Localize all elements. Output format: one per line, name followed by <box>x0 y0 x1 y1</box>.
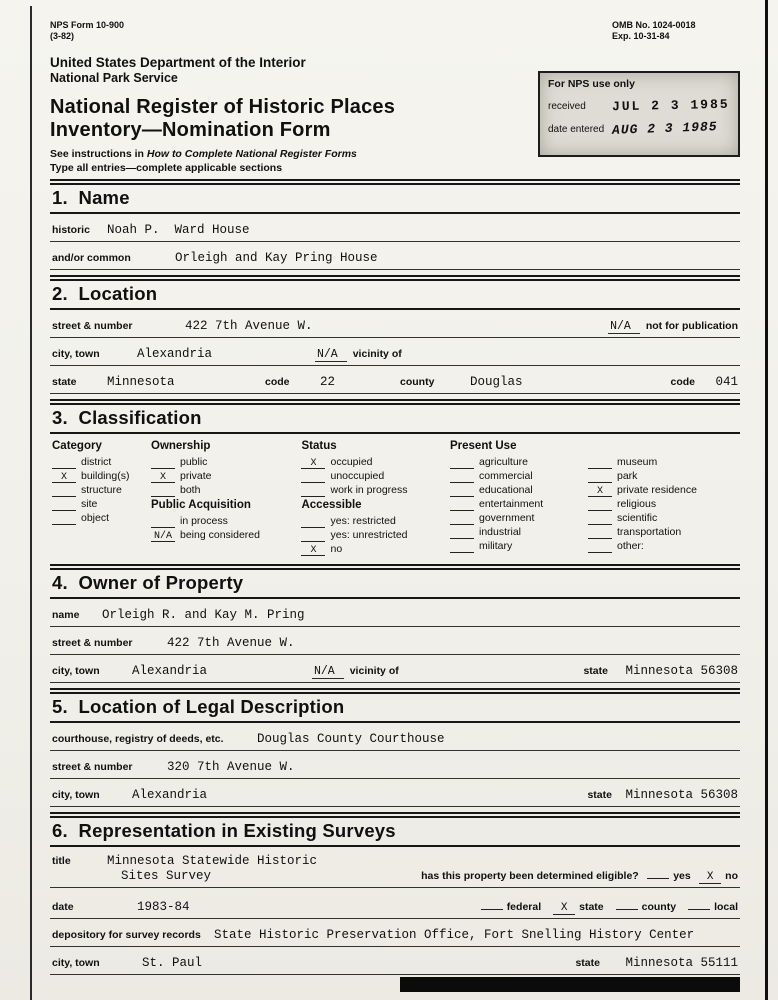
checkbox-blank: X <box>588 485 612 497</box>
checkbox-blank <box>450 513 474 525</box>
state-label: state <box>587 789 612 801</box>
field-value: Alexandria <box>132 788 208 802</box>
field-label: title <box>52 855 71 867</box>
checkbox-item <box>588 512 738 525</box>
checkbox-label: federal <box>506 901 542 913</box>
field-historic-name <box>50 214 740 242</box>
level-option <box>684 897 738 915</box>
present-use-header: Present Use <box>449 440 517 452</box>
field-depository <box>50 919 740 947</box>
field-value: 320 7th Avenue W. <box>167 760 295 774</box>
checkbox-label: entertainment <box>478 498 544 510</box>
checkbox-blank <box>301 530 325 542</box>
field-courthouse <box>50 723 740 751</box>
county-code-value: 041 <box>715 375 738 389</box>
form-title-line2: Inventory—Nomination Form <box>50 119 331 141</box>
field-state-county <box>50 366 740 394</box>
form-content <box>50 20 740 975</box>
field-value: Noah P. Ward House <box>107 223 250 237</box>
checkbox-blank <box>301 516 325 528</box>
category-header: Category <box>52 440 102 452</box>
field-label: date <box>52 901 74 913</box>
state-value: Minnesota 56308 <box>625 664 738 678</box>
field-survey-title <box>50 847 740 888</box>
code-label: code <box>670 376 695 388</box>
field-label: city, town <box>52 665 100 677</box>
vicinity-label: vicinity of <box>349 665 399 677</box>
checkbox-label: other: <box>616 540 644 552</box>
field-owner-street <box>50 627 740 655</box>
instructions-booklet-title: How to Complete National Register Forms <box>146 148 357 160</box>
eligible-question: has this property been determined eligible? <box>421 870 639 882</box>
checkbox-blank <box>301 485 325 497</box>
form-header <box>50 55 740 174</box>
checkbox-blank: X <box>52 471 76 483</box>
na-mark: N/A <box>608 320 640 334</box>
checkbox-label: yes <box>673 870 691 882</box>
checkbox-item <box>588 526 738 539</box>
accessible-header: Accessible <box>301 499 362 511</box>
omb-number: OMB No. 1024-0018 <box>612 20 696 30</box>
section-2-title: 2. Location <box>52 283 158 304</box>
checkbox-item <box>588 470 738 483</box>
field-city-town <box>50 338 740 366</box>
section-6-title: 6. Representation in Existing Surveys <box>52 820 396 841</box>
received-label: received <box>548 101 586 112</box>
department-title: United States Department of the Interior <box>50 55 306 70</box>
checkbox-blank <box>588 499 612 511</box>
field-value: Orleigh R. and Kay M. Pring <box>102 608 305 622</box>
section-5-legal-description <box>50 688 740 807</box>
checkbox-blank <box>151 516 175 528</box>
checkbox-blank <box>151 485 175 497</box>
checkbox-item <box>301 470 450 483</box>
field-label: name <box>52 609 80 621</box>
date-entered-value: AUG 2 3 1985 <box>611 119 718 138</box>
checkbox-label: being considered <box>180 529 260 541</box>
checkbox-item <box>301 529 450 542</box>
checkbox-item <box>151 529 301 542</box>
section-1-title: 1. Name <box>52 187 130 208</box>
checkbox-item <box>151 484 301 497</box>
section-3-classification <box>50 399 740 559</box>
checkbox-item <box>450 526 588 539</box>
checkbox-label: no <box>330 543 343 555</box>
level-option <box>477 897 541 915</box>
date-entered-row <box>548 121 730 136</box>
state-value: Minnesota 55111 <box>625 956 738 970</box>
checkbox-item <box>151 456 301 469</box>
present-use-subcolumns <box>450 456 738 554</box>
checkbox-item <box>450 484 588 497</box>
vicinity-label: vicinity of <box>352 348 402 360</box>
checkbox-blank: X <box>301 457 325 469</box>
checkbox-item <box>52 484 151 497</box>
field-label: city, town <box>52 957 100 969</box>
county-label: county <box>400 376 435 388</box>
ownership-column <box>151 440 301 557</box>
field-courthouse-street <box>50 751 740 779</box>
state-value: Minnesota 56308 <box>625 788 738 802</box>
type-all-entries-line: Type all entries—complete applicable sections <box>50 162 283 174</box>
field-label: historic <box>52 224 90 236</box>
checkbox-label: yes: unrestricted <box>330 529 408 541</box>
checkbox-blank <box>450 527 474 539</box>
section-3-title: 3. Classification <box>52 407 202 428</box>
field-value: St. Paul <box>142 956 203 970</box>
received-date-stamp: JUL 2 3 1985 <box>611 96 730 115</box>
checkbox-label: in process <box>180 515 228 527</box>
checkbox-label: district <box>81 456 112 468</box>
checkbox-label: no <box>725 870 738 882</box>
eligible-question-block <box>421 866 738 884</box>
checkbox-blank <box>450 485 474 497</box>
checkbox-item <box>301 543 450 556</box>
checkbox-blank <box>52 513 76 525</box>
section-1-name <box>50 179 740 270</box>
checkbox-label: building(s) <box>81 470 130 482</box>
field-value: 422 7th Avenue W. <box>167 636 295 650</box>
form-revision: (3-82) <box>50 31 75 41</box>
checkbox-label: educational <box>478 484 533 496</box>
checkbox-blank <box>52 499 76 511</box>
checkbox-label: object <box>81 512 110 524</box>
code-label: code <box>265 376 290 388</box>
state-value: Minnesota <box>107 375 175 389</box>
checkbox-item <box>301 484 450 497</box>
checkbox-blank <box>450 457 474 469</box>
level-option <box>612 897 676 915</box>
county-value: Douglas <box>470 375 523 389</box>
level-option <box>549 897 604 915</box>
checkbox-label: county <box>641 901 677 913</box>
checkbox-blank <box>151 457 175 469</box>
omb-block <box>612 20 740 42</box>
field-courthouse-city <box>50 779 740 807</box>
checkbox-label: commercial <box>478 470 533 482</box>
checkbox-blank: X <box>301 544 325 556</box>
status-column <box>301 440 450 557</box>
date-entered-label: date entered <box>548 124 605 135</box>
na-mark: N/A <box>315 348 347 362</box>
checkbox-label: religious <box>616 498 657 510</box>
field-label: depository for survey records <box>52 929 201 941</box>
checkbox-blank <box>450 499 474 511</box>
survey-title-line1: Minnesota Statewide Historic <box>107 854 318 868</box>
checkbox-label: private residence <box>616 484 697 496</box>
checkbox-item <box>52 498 151 511</box>
checkbox-label: military <box>478 540 513 552</box>
field-value: Alexandria <box>132 664 208 678</box>
checkbox-label: occupied <box>330 456 373 468</box>
form-number-block <box>50 20 124 42</box>
field-survey-city <box>50 947 740 975</box>
checkbox-label: transportation <box>616 526 682 538</box>
checkbox-item <box>450 456 588 469</box>
ownership-header: Ownership <box>151 440 211 452</box>
checkbox-item <box>151 470 301 483</box>
checkbox-item <box>588 540 738 553</box>
field-value: Alexandria <box>137 347 213 361</box>
checkbox-item <box>52 456 151 469</box>
state-label: state <box>575 957 600 969</box>
nps-box-header: For NPS use only <box>548 78 635 90</box>
checkbox-label: both <box>180 484 201 496</box>
state-code-value: 22 <box>320 375 336 389</box>
classification-grid <box>50 434 740 559</box>
scan-left-edge <box>30 6 32 1000</box>
field-street-number <box>50 310 740 338</box>
field-label: street & number <box>52 320 133 332</box>
checkbox-item <box>301 456 450 469</box>
checkbox-label: structure <box>81 484 122 496</box>
field-label: street & number <box>52 637 133 649</box>
survey-title-line2: Sites Survey <box>121 869 212 883</box>
field-label: city, town <box>52 348 100 360</box>
checkbox-label: industrial <box>478 526 522 538</box>
checkbox-blank <box>616 909 638 910</box>
checkbox-label: museum <box>616 456 658 468</box>
form-meta-row <box>50 20 740 42</box>
checkbox-item <box>588 456 738 469</box>
checkbox-blank: X <box>699 871 721 884</box>
field-value: 1983-84 <box>137 900 190 914</box>
field-value: 422 7th Avenue W. <box>185 319 313 333</box>
checkbox-label: public <box>180 456 208 468</box>
checkbox-blank <box>688 909 710 910</box>
checkbox-label: work in progress <box>330 484 408 496</box>
field-label: state <box>52 376 77 388</box>
state-label: state <box>583 665 608 677</box>
checkbox-blank <box>588 541 612 553</box>
checkbox-blank <box>450 541 474 553</box>
field-label: city, town <box>52 789 100 801</box>
field-value: State Historic Preservation Office, Fort Snelling History Center <box>214 928 695 942</box>
public-acquisition-header: Public Acquisition <box>151 499 251 511</box>
checkbox-blank <box>588 457 612 469</box>
present-use-column <box>450 440 738 557</box>
checkbox-label: government <box>478 512 535 524</box>
checkbox-label: private <box>180 470 212 482</box>
checkbox-item <box>450 540 588 553</box>
section-2-location <box>50 275 740 394</box>
present-use-subcolumn-1 <box>450 456 588 554</box>
field-value: Orleigh and Kay Pring House <box>175 251 378 265</box>
checkbox-item <box>588 484 738 497</box>
checkbox-label: park <box>616 470 638 482</box>
checkbox-blank <box>588 527 612 539</box>
checkbox-label: local <box>714 901 738 913</box>
status-header: Status <box>301 440 337 452</box>
field-label: and/or common <box>52 252 131 264</box>
checkbox-item <box>52 470 151 483</box>
field-label: courthouse, registry of deeds, etc. <box>52 733 224 745</box>
scan-bottom-bar <box>400 977 740 992</box>
checkbox-item <box>588 498 738 511</box>
checkbox-label: state <box>579 901 604 913</box>
field-owner-name <box>50 599 740 627</box>
checkbox-blank: N/A <box>151 530 175 542</box>
not-for-publication-label: not for publication <box>645 320 738 332</box>
checkbox-blank <box>52 485 76 497</box>
category-column <box>52 440 151 557</box>
checkbox-label: site <box>81 498 98 510</box>
checkbox-label: agriculture <box>478 456 529 468</box>
nps-use-only-box <box>538 71 740 157</box>
agency-title: National Park Service <box>50 71 178 85</box>
checkbox-item <box>450 498 588 511</box>
checkbox-blank <box>588 471 612 483</box>
field-label: street & number <box>52 761 133 773</box>
field-survey-date <box>50 888 740 919</box>
section-4-title: 4. Owner of Property <box>52 572 244 593</box>
checkbox-blank: X <box>151 471 175 483</box>
scan-right-edge <box>765 0 768 1000</box>
section-5-title: 5. Location of Legal Description <box>52 696 345 717</box>
survey-title-value <box>107 854 317 884</box>
instructions-prefix: See instructions in <box>50 148 147 160</box>
checkbox-blank <box>588 513 612 525</box>
checkbox-blank <box>52 457 76 469</box>
checkbox-item <box>450 512 588 525</box>
checkbox-blank <box>481 909 503 910</box>
checkbox-item <box>52 512 151 525</box>
field-value: Douglas County Courthouse <box>257 732 445 746</box>
checkbox-label: unoccupied <box>330 470 385 482</box>
checkbox-blank <box>647 878 669 879</box>
form-title-line1: National Register of Historic Places <box>50 96 396 118</box>
checkbox-item <box>450 470 588 483</box>
present-use-subcolumn-2 <box>588 456 738 554</box>
checkbox-label: scientific <box>616 512 658 524</box>
checkbox-item <box>301 515 450 528</box>
checkbox-blank <box>450 471 474 483</box>
section-4-owner <box>50 564 740 683</box>
received-row <box>548 98 730 113</box>
field-owner-city <box>50 655 740 683</box>
checkbox-blank <box>301 471 325 483</box>
checkbox-blank: X <box>553 902 575 915</box>
checkbox-label: yes: restricted <box>330 515 396 527</box>
field-common-name <box>50 242 740 270</box>
form-number: NPS Form 10-900 <box>50 20 125 30</box>
section-6-surveys <box>50 812 740 975</box>
checkbox-item <box>151 515 301 528</box>
na-mark: N/A <box>312 665 344 679</box>
omb-expiration: Exp. 10-31-84 <box>612 31 670 41</box>
